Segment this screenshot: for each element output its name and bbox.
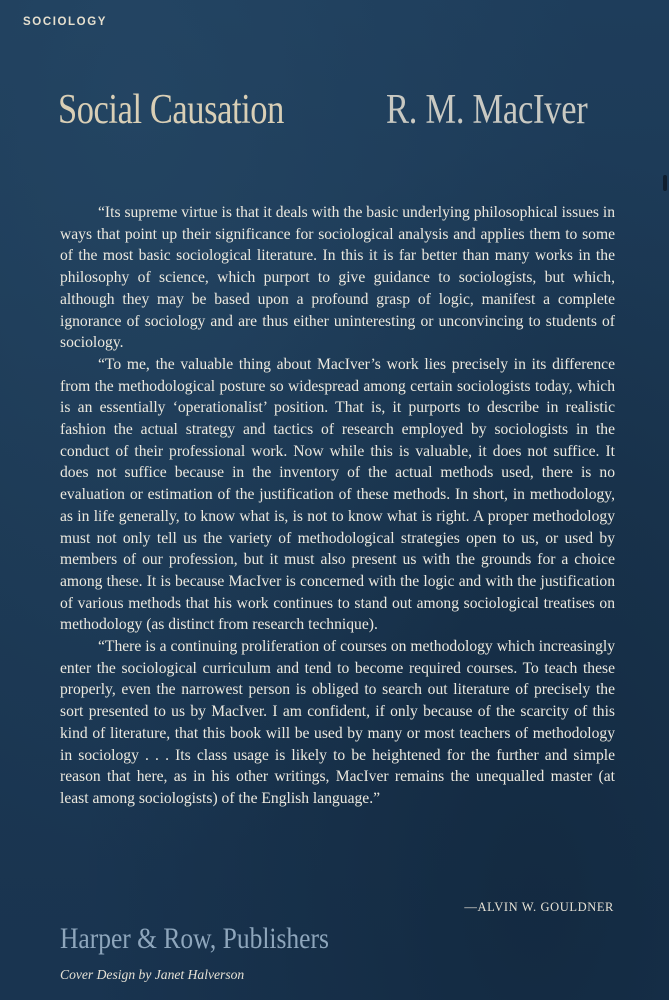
category-label: SOCIOLOGY [23,16,108,28]
quote-attribution: —ALVIN W. GOULDNER [464,900,614,914]
quote-paragraph-2: “To me, the valuable thing about MacIver’s work lies precisely in its difference from the methodological posture so widespread among certain sociologists today, which is an essentially ‘operationalist’ position. That is, it purports to describe in realistic fashion the actual strategy and tactics of research employed by sociologists in the conduct of their professional work. Now while this is valuable, it does not suffice. It does not suffice because in the inventory of the actual methods used, there is no evaluation or estimation of the justification of these methods. In short, in methodology, as in life generally, to know what is, is not to know what is right. A proper methodology must not only tell us the variety of methodological strategies open to us, or used by members of our profession, but it must also present us with the grounds for a choice among these. It is because MacIver is concerned with the logic and with the justification of various methods that his work continues to stand out among sociological treatises on methodology (as distinct from research technique). [60,355,615,634]
quote-paragraph-3: “There is a continuing proliferation of courses on methodology which increasingly enter the sociological curriculum and tend to become required courses. To teach these properly, even the narrowest person is obliged to search out literature of precisely the sort presented to us by MacIver. I am confident, if only because of the scarcity of this kind of literature, that this book will be used by many or most teachers of methodology in sociology . . . Its class usage is likely to be heightened for the further and simple reason that here, as in his other writings, MacIver remains the unequalled master (at least among sociologists) of the English language.” [60,638,615,807]
publisher-name: Harper & Row, Publishers [60,922,329,955]
title-row [58,86,658,142]
book-author: R. M. MacIver [386,87,588,133]
cover-edge-mark [663,175,667,191]
review-quote [60,202,615,810]
book-title: Social Causation [58,87,284,133]
quote-paragraph-1: “Its supreme virtue is that it deals with the basic underlying philosophical issues in ways that point up their significance for sociological analysis and applies them to some of the most basic sociological literature. In this it is far better than many works in the philosophy of science, which purport to give guidance to sociologists, but which, although they may be based upon a profound grasp of logic, manifest a complete ignorance of sociology and are thus either uninteresting or unconvincing to students of sociology. [60,204,615,352]
cover-design-credit: Cover Design by Janet Halverson [60,967,245,982]
